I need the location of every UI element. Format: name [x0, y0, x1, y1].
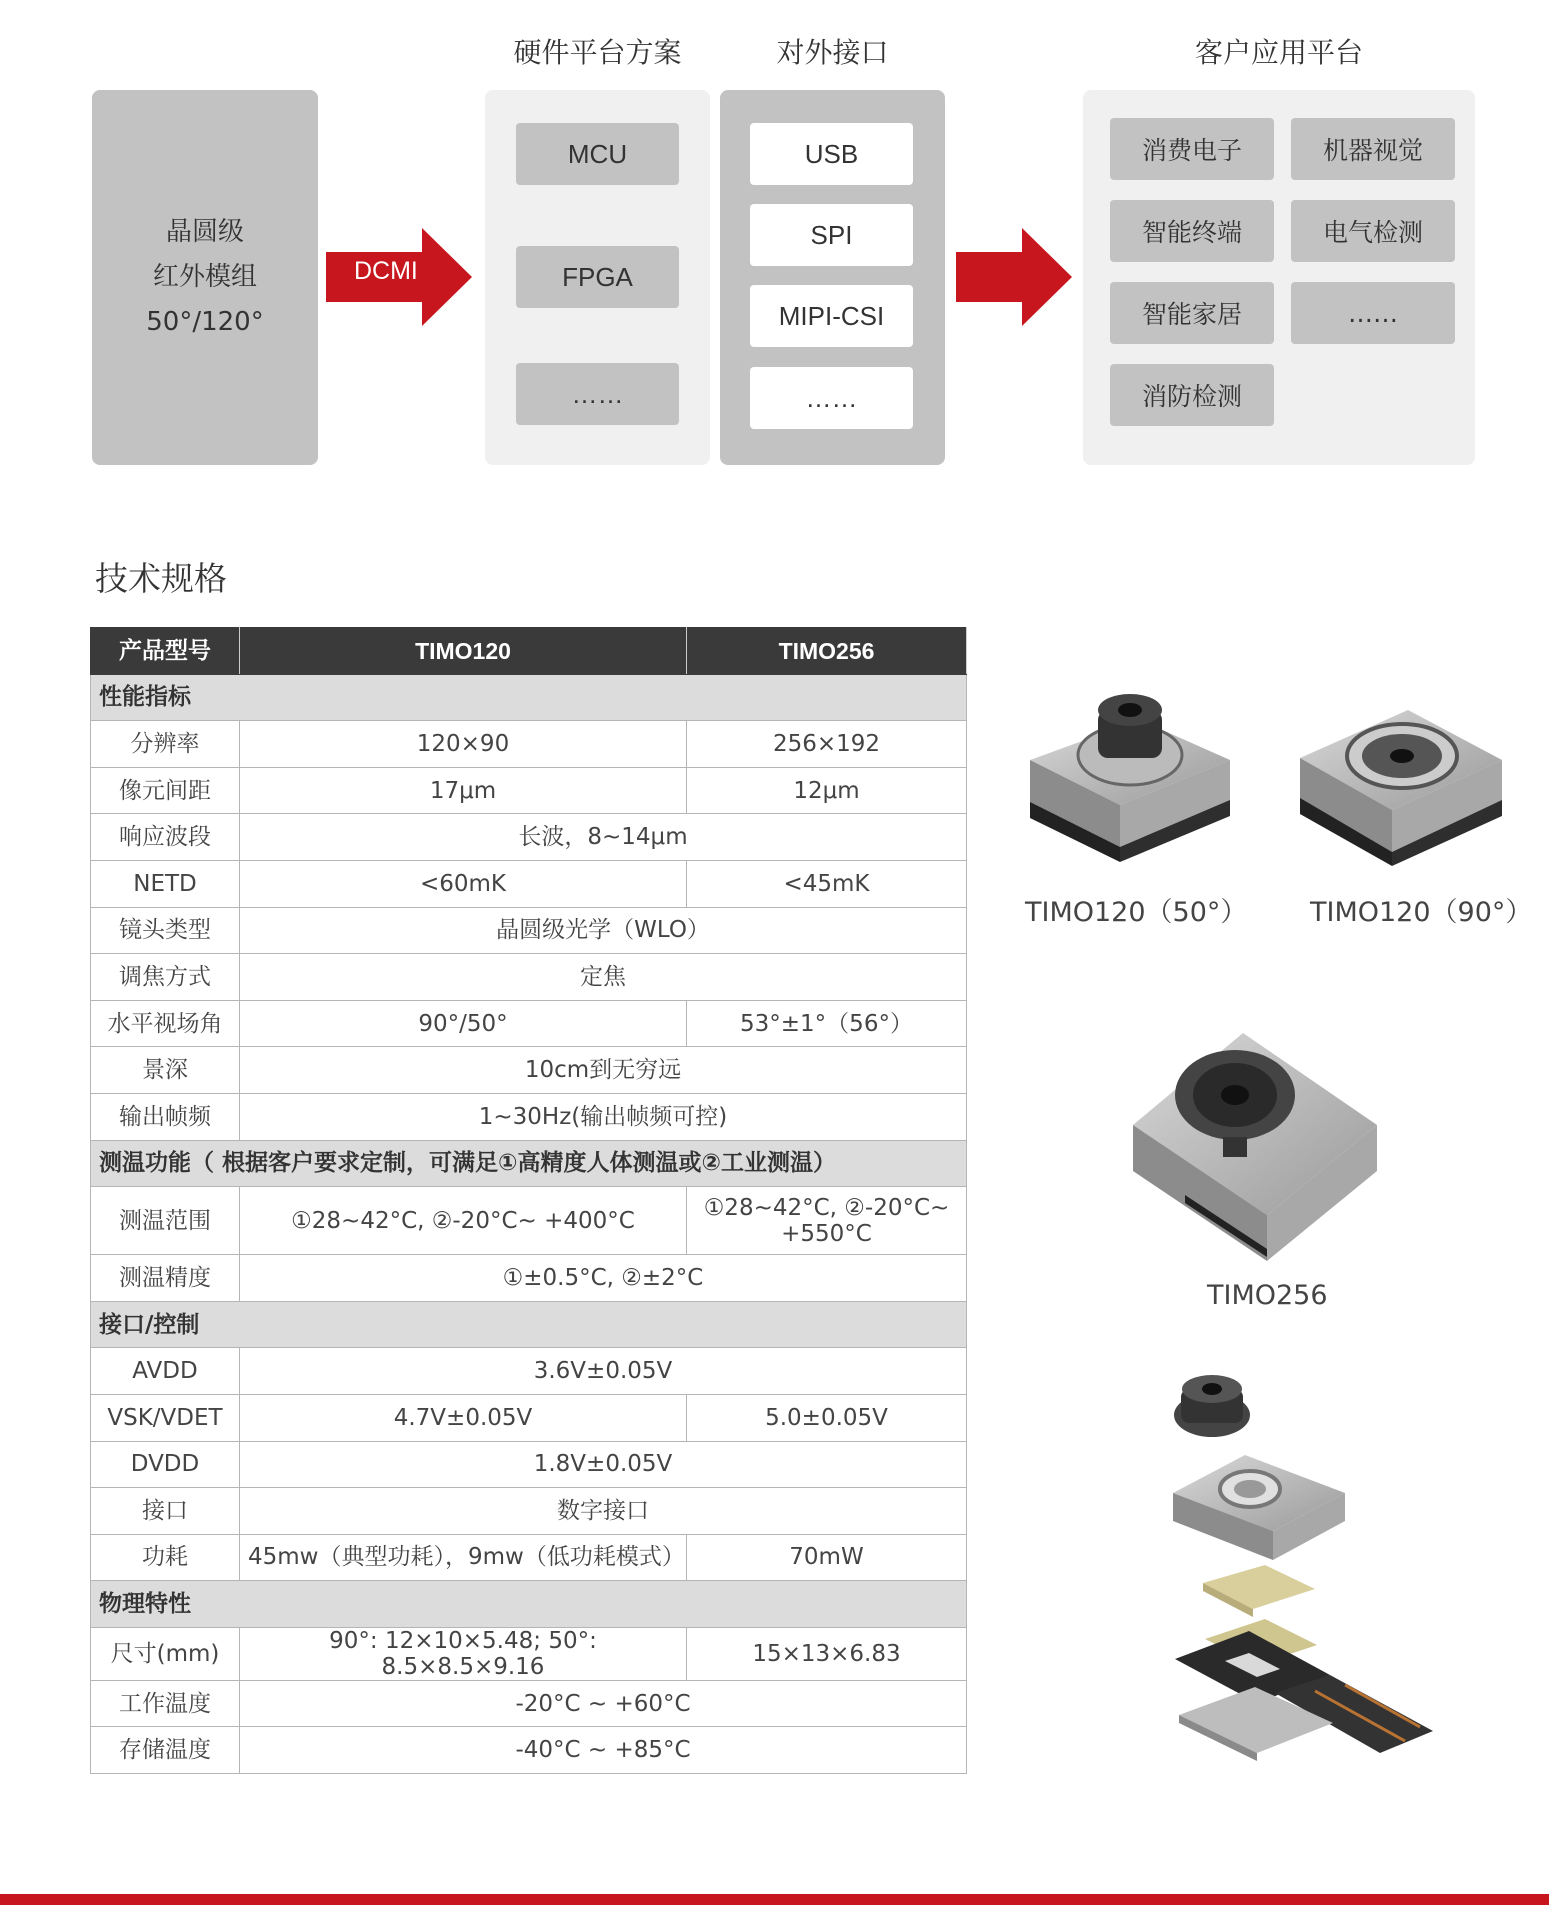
hardware-mcu: MCU: [516, 123, 679, 185]
header-timo256: TIMO256: [687, 628, 967, 675]
dcmi-label: DCMI: [354, 257, 418, 285]
platform-column-title: 客户应用平台: [1194, 36, 1363, 69]
table-row: [91, 1680, 967, 1727]
cell-timo120: 4.7V±0.05V: [240, 1394, 687, 1441]
interface-more: ……: [750, 367, 913, 429]
cell-shared: 1~30Hz(输出帧频可控): [240, 1093, 967, 1140]
row-label: VSK/VDET: [91, 1394, 240, 1441]
timo120-90-caption: TIMO120（90°）: [1310, 897, 1533, 928]
sensor-line-1: 晶圆级: [165, 217, 244, 247]
cell-timo256: ①28~42°C, ②-20°C~ +550°C: [687, 1187, 967, 1255]
cell-shared: 数字接口: [240, 1488, 967, 1535]
table-row: [91, 1000, 967, 1047]
table-row: [91, 814, 967, 861]
header-timo120: TIMO120: [240, 628, 687, 675]
cell-timo120: <60mK: [240, 860, 687, 907]
section-performance: [91, 674, 967, 721]
table-row: [91, 1627, 967, 1680]
table-row: [91, 721, 967, 768]
hardware-more: ……: [516, 363, 679, 425]
timo120-50-module-image: [1020, 690, 1240, 870]
cell-timo256: <45mK: [687, 860, 967, 907]
interface-column-title: 对外接口: [776, 36, 889, 69]
table-row: [91, 860, 967, 907]
table-row: [91, 1348, 967, 1395]
section-label: 测温功能（ 根据客户要求定制，可满足①高精度人体测温或②工业测温）: [91, 1140, 967, 1187]
timo256-caption: TIMO256: [1207, 1280, 1328, 1311]
app-smart-home: 智能家居: [1110, 282, 1274, 344]
cell-timo256: 53°±1°（56°）: [687, 1000, 967, 1047]
section-label: 接口/控制: [91, 1301, 967, 1348]
cell-shared: 长波，8~14μm: [240, 814, 967, 861]
cell-shared: 10cm到无穷远: [240, 1047, 967, 1094]
table-row: [91, 767, 967, 814]
cell-timo256: 256×192: [687, 721, 967, 768]
table-row: [91, 1441, 967, 1488]
cell-shared: 1.8V±0.05V: [240, 1441, 967, 1488]
row-label: 输出帧频: [91, 1093, 240, 1140]
table-header-row: [91, 628, 967, 675]
cell-timo120: 120×90: [240, 721, 687, 768]
cell-timo256: 70mW: [687, 1534, 967, 1581]
app-machine-vision: 机器视觉: [1291, 118, 1455, 180]
table-row: [91, 907, 967, 954]
sensor-line-3: 50°/120°: [146, 307, 264, 337]
row-label: 存储温度: [91, 1727, 240, 1774]
interface-mipi-csi: MIPI-CSI: [750, 285, 913, 347]
platform-arrow-icon: [956, 228, 1072, 326]
section-physical: [91, 1581, 967, 1628]
bottom-accent-bar: [0, 1894, 1549, 1905]
exploded-module-image: [1165, 1375, 1450, 1785]
row-label: 调焦方式: [91, 954, 240, 1001]
app-smart-terminal: 智能终端: [1110, 200, 1274, 262]
table-row: [91, 954, 967, 1001]
interface-usb: USB: [750, 123, 913, 185]
section-temperature: [91, 1140, 967, 1187]
cell-timo120: 90°/50°: [240, 1000, 687, 1047]
row-label: NETD: [91, 860, 240, 907]
cell-timo120: ①28~42°C, ②-20°C~ +400°C: [240, 1187, 687, 1255]
cell-shared: -40°C ~ +85°C: [240, 1727, 967, 1774]
app-more: ……: [1291, 282, 1455, 344]
table-row: [91, 1534, 967, 1581]
cell-timo120: 90°: 12×10×5.48; 50°: 8.5×8.5×9.16: [240, 1627, 687, 1680]
row-label: 接口: [91, 1488, 240, 1535]
row-label: 像元间距: [91, 767, 240, 814]
cell-shared: -20°C ~ +60°C: [240, 1680, 967, 1727]
app-fire-detection: 消防检测: [1110, 364, 1274, 426]
table-row: [91, 1047, 967, 1094]
table-row: [91, 1187, 967, 1255]
header-model: 产品型号: [91, 628, 240, 675]
row-label: 测温范围: [91, 1187, 240, 1255]
row-label: 景深: [91, 1047, 240, 1094]
row-label: DVDD: [91, 1441, 240, 1488]
cell-timo256: 5.0±0.05V: [687, 1394, 967, 1441]
timo120-90-module-image: [1290, 670, 1510, 870]
timo256-module-image: [1125, 1025, 1385, 1265]
section-label: 性能指标: [91, 674, 967, 721]
cell-shared: 3.6V±0.05V: [240, 1348, 967, 1395]
row-label: 分辨率: [91, 721, 240, 768]
sensor-line-2: 红外模组: [152, 262, 257, 292]
cell-shared: 晶圆级光学（WLO）: [240, 907, 967, 954]
table-row: [91, 1255, 967, 1302]
row-label: 水平视场角: [91, 1000, 240, 1047]
hardware-fpga: FPGA: [516, 246, 679, 308]
cell-timo120: 17μm: [240, 767, 687, 814]
cell-timo120: 45mw（典型功耗），9mw（低功耗模式）: [240, 1534, 687, 1581]
row-label: 测温精度: [91, 1255, 240, 1302]
cell-timo256: 15×13×6.83: [687, 1627, 967, 1680]
cell-shared: 定焦: [240, 954, 967, 1001]
row-label: 响应波段: [91, 814, 240, 861]
row-label: 镜头类型: [91, 907, 240, 954]
table-row: [91, 1394, 967, 1441]
table-row: [91, 1093, 967, 1140]
table-row: [91, 1727, 967, 1774]
row-label: AVDD: [91, 1348, 240, 1395]
sensor-module-box: [92, 90, 318, 465]
hardware-column-title: 硬件平台方案: [513, 36, 682, 69]
interface-spi: SPI: [750, 204, 913, 266]
row-label: 工作温度: [91, 1680, 240, 1727]
timo120-50-caption: TIMO120（50°）: [1025, 897, 1248, 928]
row-label: 功耗: [91, 1534, 240, 1581]
cell-timo256: 12μm: [687, 767, 967, 814]
spec-table: [90, 627, 967, 1774]
section-interface: [91, 1301, 967, 1348]
row-label: 尺寸(mm): [91, 1627, 240, 1680]
app-electrical-inspection: 电气检测: [1291, 200, 1455, 262]
spec-title: 技术规格: [95, 559, 227, 598]
cell-shared: ①±0.5°C, ②±2°C: [240, 1255, 967, 1302]
section-label: 物理特性: [91, 1581, 967, 1628]
app-consumer-electronics: 消费电子: [1110, 118, 1274, 180]
table-row: [91, 1488, 967, 1535]
